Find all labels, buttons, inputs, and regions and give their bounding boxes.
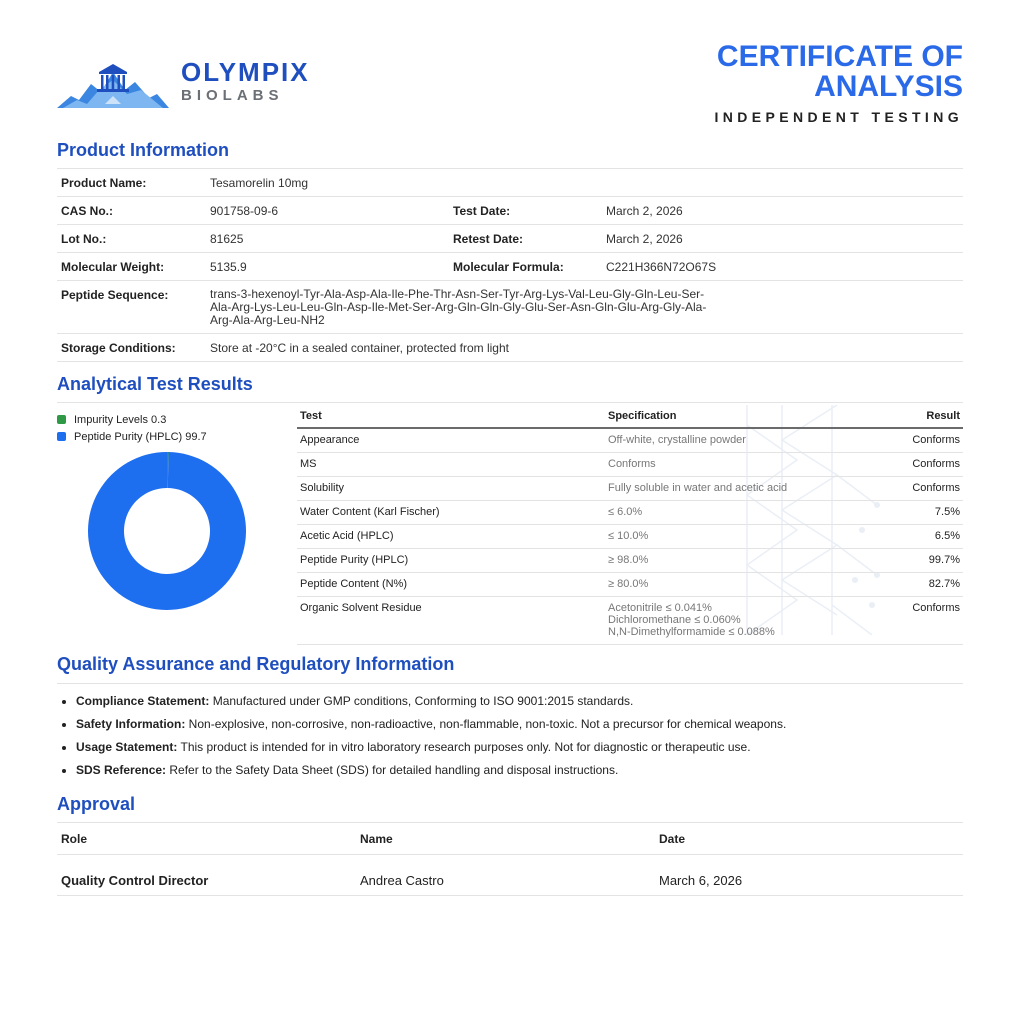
specification-line: Dichloromethane ≤ 0.060% — [608, 614, 741, 626]
table-row — [57, 253, 963, 281]
compliance-text: Manufactured under GMP conditions, Conforming to ISO 9001:2015 standards. — [209, 694, 634, 708]
column-header-role: Role — [57, 823, 356, 855]
safety-label: Safety Information: — [76, 717, 186, 731]
mountain-temple-logo-icon — [57, 60, 169, 110]
test-specification — [605, 573, 835, 597]
table-row — [297, 477, 963, 501]
brand-block — [181, 58, 310, 105]
section-divider — [57, 683, 963, 684]
approval-table — [57, 822, 963, 896]
lot-value: 81625 — [206, 225, 449, 253]
test-result: Conforms — [835, 597, 963, 645]
product-name-value: Tesamorelin 10mg — [206, 169, 963, 197]
legend-label: Impurity Levels 0.3 — [74, 413, 167, 426]
table-row — [297, 501, 963, 525]
test-name: Appearance — [297, 428, 605, 453]
test-specification — [605, 453, 835, 477]
certificate-page — [57, 0, 963, 888]
test-result: Conforms — [835, 453, 963, 477]
certificate-heading — [714, 42, 963, 125]
sds-label: SDS Reference: — [76, 763, 167, 777]
product-information-table — [57, 168, 963, 362]
test-name: Water Content (Karl Fischer) — [297, 501, 605, 525]
table-row — [297, 549, 963, 573]
specification-line: Off-white, crystalline powder — [608, 434, 746, 446]
usage-label: Usage Statement: — [76, 740, 178, 754]
test-result: Conforms — [835, 428, 963, 453]
table-row — [57, 169, 963, 197]
compliance-label: Compliance Statement: — [76, 694, 210, 708]
sds-text: Refer to the Safety Data Sheet (SDS) for detailed handling and disposal instructions. — [166, 763, 619, 777]
lot-label: Lot No.: — [57, 225, 206, 253]
column-header-name: Name — [356, 823, 655, 855]
approval-date: March 6, 2026 — [655, 855, 963, 896]
specification-line: Acetonitrile ≤ 0.041% — [608, 602, 712, 614]
analytical-results-heading: Analytical Test Results — [57, 374, 253, 394]
test-specification — [605, 597, 835, 645]
test-name: Peptide Purity (HPLC) — [297, 549, 605, 573]
table-row — [57, 855, 963, 896]
column-header-result: Result — [835, 407, 963, 428]
specification-line: ≤ 10.0% — [608, 530, 649, 542]
list-item — [76, 694, 786, 717]
analytical-results-table — [297, 407, 963, 645]
certificate-title-line1: CERTIFICATE OF — [716, 40, 963, 73]
document-header — [57, 0, 963, 135]
table-row — [57, 334, 963, 362]
storage-value: Store at -20°C in a sealed container, protected from light — [206, 334, 963, 362]
storage-label: Storage Conditions: — [57, 334, 206, 362]
cas-label: CAS No.: — [57, 197, 206, 225]
cas-value: 901758-09-6 — [206, 197, 449, 225]
legend-item-purity — [57, 428, 207, 445]
specification-line: Fully soluble in water and acetic acid — [608, 482, 788, 494]
sequence-line: trans-3-hexenoyl-Tyr-Ala-Asp-Ala-Ile-Phe-Thr-Asn-Ser-Tyr-Arg-Lys-Val-Leu-Gly-Gln-Leu-Ser- — [210, 287, 705, 301]
test-name: Solubility — [297, 477, 605, 501]
chart-legend — [57, 411, 207, 445]
specification-line: ≤ 6.0% — [608, 506, 643, 518]
purity-donut-chart — [84, 448, 250, 614]
table-row — [297, 573, 963, 597]
brand-subtitle: BIOLABS — [181, 87, 284, 104]
certificate-title-line2: ANALYSIS — [814, 70, 963, 103]
test-specification — [605, 477, 835, 501]
usage-text: This product is intended for in vitro laboratory research purposes only. Not for diagnostic or therapeutic use. — [177, 740, 751, 754]
product-information-heading: Product Information — [57, 140, 229, 160]
approval-heading: Approval — [57, 794, 136, 814]
table-row — [297, 525, 963, 549]
table-row — [57, 197, 963, 225]
molecular-formula-value: C221H366N72O67S — [602, 253, 963, 281]
peptide-sequence-value — [206, 281, 963, 334]
product-name-label: Product Name: — [57, 169, 206, 197]
test-name: Organic Solvent Residue — [297, 597, 605, 645]
sequence-line: Arg-Ala-Arg-Leu-NH2 — [210, 313, 325, 327]
specification-line: ≥ 80.0% — [608, 578, 649, 590]
list-item — [76, 740, 786, 763]
retest-date-label: Retest Date: — [449, 225, 602, 253]
approver-role: Quality Control Director — [57, 855, 356, 896]
test-result: 7.5% — [835, 501, 963, 525]
test-result: 99.7% — [835, 549, 963, 573]
peptide-sequence-label: Peptide Sequence: — [57, 281, 206, 334]
list-item — [76, 763, 786, 786]
legend-swatch-green — [57, 415, 66, 424]
specification-line: Conforms — [608, 458, 656, 470]
table-row — [57, 281, 963, 334]
quality-assurance-list — [57, 694, 786, 786]
test-name: Acetic Acid (HPLC) — [297, 525, 605, 549]
quality-assurance-heading: Quality Assurance and Regulatory Information — [57, 654, 455, 674]
table-row — [297, 428, 963, 453]
table-row — [297, 453, 963, 477]
table-row — [57, 225, 963, 253]
table-header-row — [57, 823, 963, 855]
test-specification — [605, 428, 835, 453]
test-specification — [605, 525, 835, 549]
test-name: Peptide Content (N%) — [297, 573, 605, 597]
retest-date-value: March 2, 2026 — [602, 225, 963, 253]
test-date-value: March 2, 2026 — [602, 197, 963, 225]
specification-line: ≥ 98.0% — [608, 554, 649, 566]
list-item — [76, 717, 786, 740]
molecular-weight-label: Molecular Weight: — [57, 253, 206, 281]
test-name: MS — [297, 453, 605, 477]
column-header-date: Date — [655, 823, 963, 855]
test-result: 6.5% — [835, 525, 963, 549]
column-header-specification: Specification — [605, 407, 835, 428]
approver-name: Andrea Castro — [356, 855, 655, 896]
legend-label: Peptide Purity (HPLC) 99.7 — [74, 430, 207, 443]
sequence-line: Ala-Arg-Lys-Leu-Leu-Gln-Asp-Ile-Met-Ser-Arg-Gln-Gln-Gly-Glu-Ser-Asn-Gln-Glu-Arg-Gly-Ala- — [210, 300, 707, 314]
molecular-weight-value: 5135.9 — [206, 253, 449, 281]
brand-name: OLYMPIX — [181, 57, 310, 87]
certificate-subtitle: INDEPENDENT TESTING — [714, 109, 963, 125]
section-divider — [57, 402, 963, 403]
donut-slice-purity — [88, 452, 246, 610]
safety-text: Non-explosive, non-corrosive, non-radioactive, non-flammable, non-toxic. Not a precursor for chemical weapons. — [185, 717, 787, 731]
test-result: 82.7% — [835, 573, 963, 597]
test-result: Conforms — [835, 477, 963, 501]
legend-swatch-blue — [57, 432, 66, 441]
test-date-label: Test Date: — [449, 197, 602, 225]
specification-line: N,N-Dimethylformamide ≤ 0.088% — [608, 626, 775, 638]
table-row — [297, 597, 963, 645]
column-header-test: Test — [297, 407, 605, 428]
table-header-row — [297, 407, 963, 428]
molecular-formula-label: Molecular Formula: — [449, 253, 602, 281]
legend-item-impurity — [57, 411, 207, 428]
test-specification — [605, 549, 835, 573]
test-specification — [605, 501, 835, 525]
